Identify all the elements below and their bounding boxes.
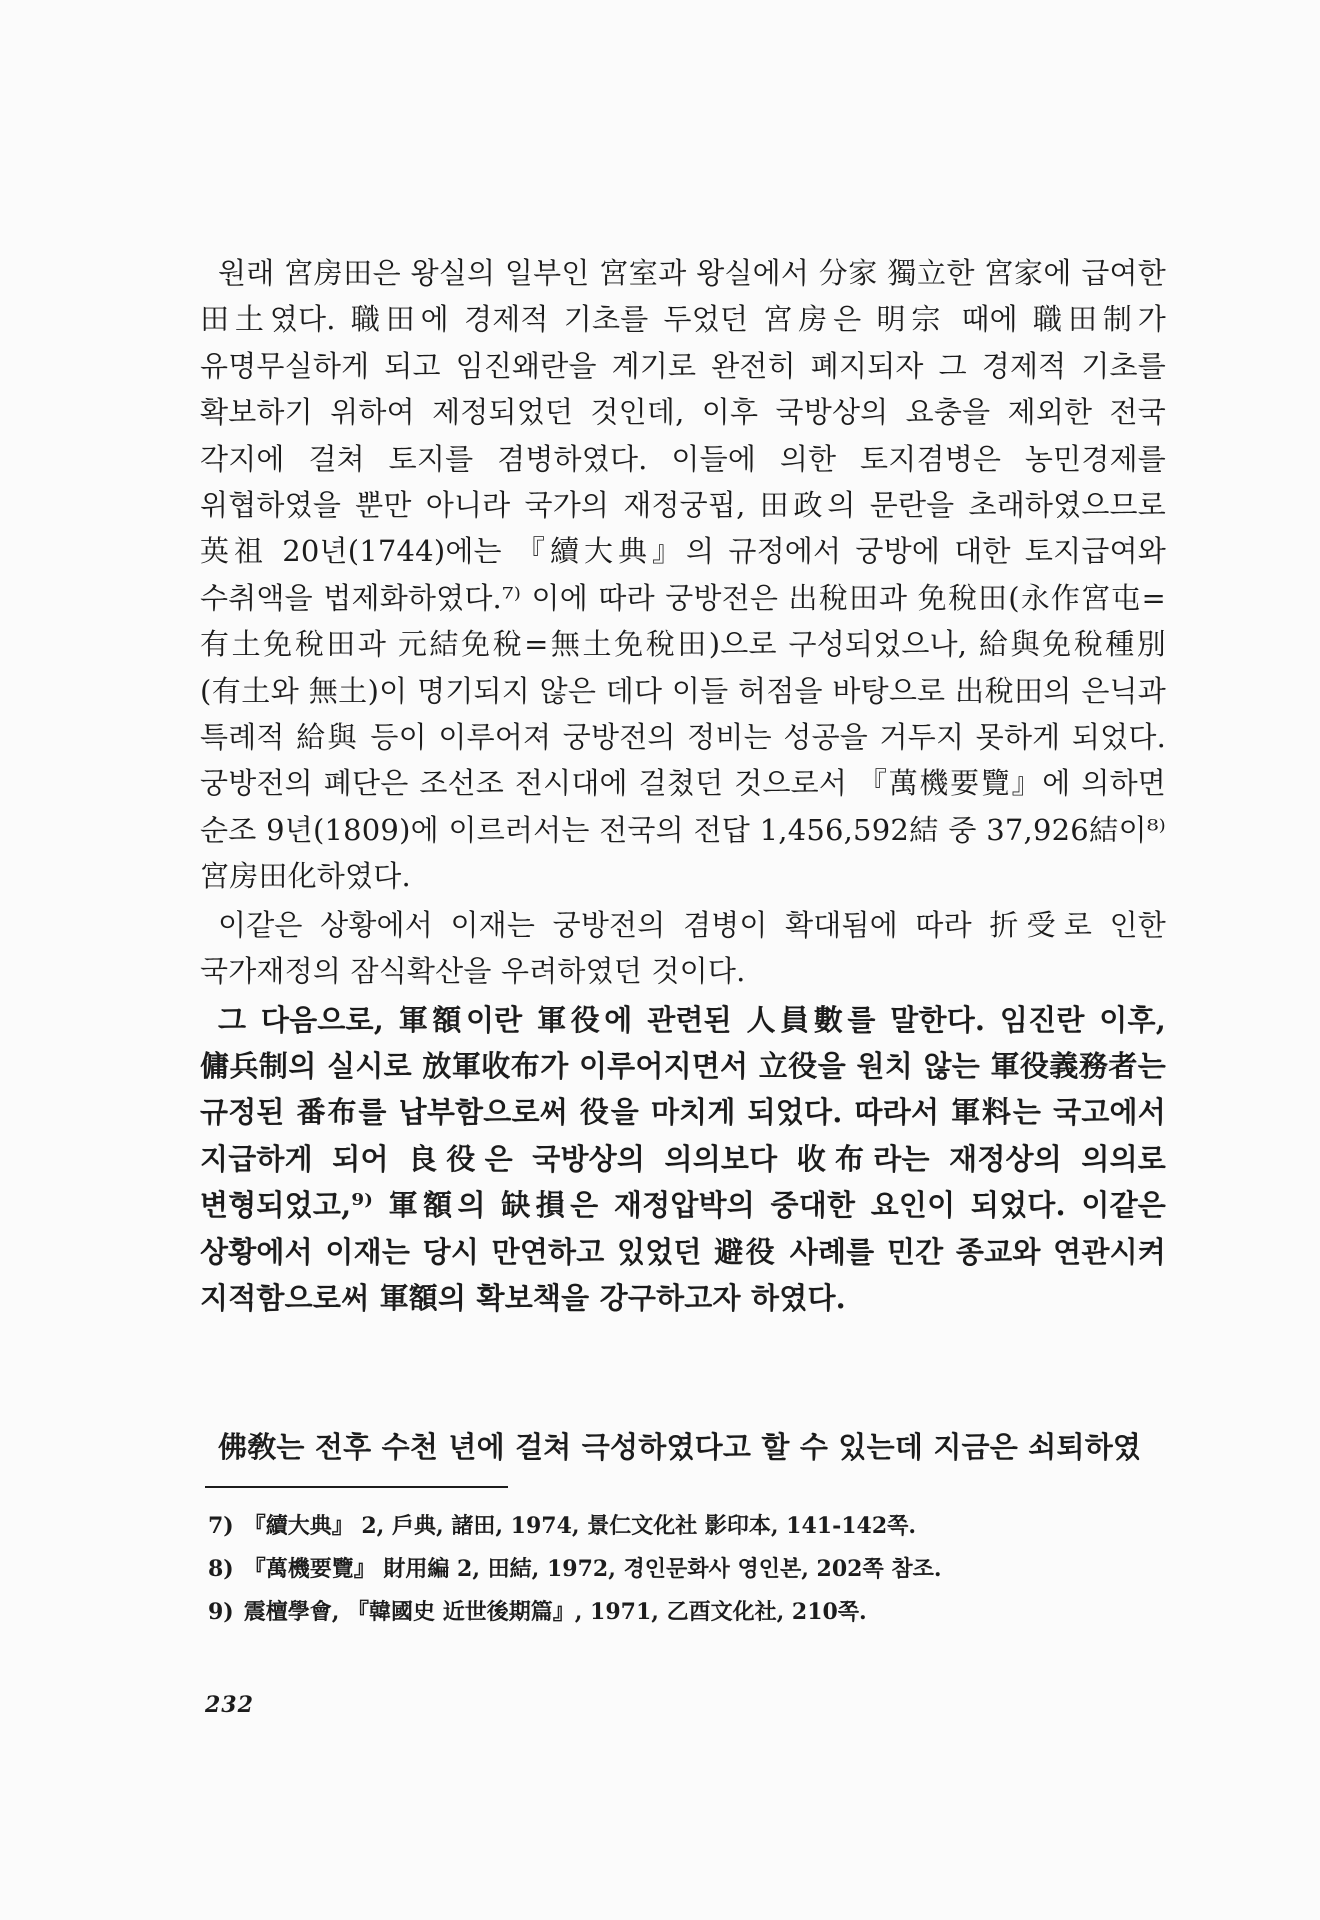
footnote-7 xyxy=(208,1505,1108,1548)
footnote-8 xyxy=(208,1548,1108,1591)
paragraph-gungbangjeon: 원래 宮房田은 왕실의 일부인 宮室과 왕실에서 分家 獨立한 宮家에 급여한 田土였다. 職田에 경제적 기초를 두었던 宮房은 明宗 때에 職田制가 유명무실하게 되고 임진왜란을 계기로 완전히 폐지되자 그 경제적 기초를 확보하기 위하여 제정되었던 것인데, 이후 국방상의 요충을 제외한 전국 각지에 걸쳐 토지를 겸병하였다. 이들에 의한 토지겸병은 농민경제를 위협하였을 뿐만 아니라 국가의 재정궁핍, 田政의 문란을 초래하였으므로 英祖 20년(1744)에는 『續大典』의 규정에서 궁방에 대한 토지급여와 수취액을 법제화하였다.⁷⁾ 이에 따라 궁방전은 出稅田과 免稅田(永作宮屯=有土免稅田과 元結免稅=無土免稅田)으로 구성되었으나, 給與免稅種別(有土와 無土)이 명기되지 않은 데다 이들 허점을 바탕으로 出稅田의 은닉과 특례적 給與 등이 이루어져 궁방전의 정비는 성공을 거두지 못하게 되었다. 궁방전의 폐단은 조선조 전시대에 걸쳤던 것으로서 『萬機要覽』에 의하면 순조 9년(1809)에 이르러서는 전국의 전답 1,456,592結 중 37,926結이⁸⁾ 宮房田化하였다. xyxy=(200,256,1166,894)
footnotes xyxy=(208,1505,1108,1634)
footnote-number: 9) xyxy=(208,1599,234,1625)
footnote-text: 『續大典』 2, 戶典, 諸田, 1974, 景仁文化社 影印本, 141-142쪽. xyxy=(243,1513,917,1539)
page-number: 232 xyxy=(205,1692,254,1718)
footnote-9 xyxy=(208,1591,1108,1634)
footnote-number: 7) xyxy=(208,1513,234,1539)
footnote-number: 8) xyxy=(208,1556,234,1582)
footnote-divider xyxy=(205,1486,508,1488)
paragraph-buddhism: 佛敎는 전후 수천 년에 걸쳐 극성하였다고 할 수 있는데 지금은 쇠퇴하였 xyxy=(218,1430,1142,1464)
paragraph-fiscal-concern: 이같은 상황에서 이재는 궁방전의 겸병이 확대됨에 따라 折受로 인한 국가재정의 잠식확산을 우려하였던 것이다. xyxy=(200,907,1166,989)
body-text xyxy=(200,250,1166,1321)
paragraph-military-quota: 그 다음으로, 軍額이란 軍役에 관련된 人員數를 말한다. 임진란 이후, 傭兵制의 실시로 放軍收布가 이루어지면서 立役을 원치 않는 軍役義務者는 규정된 番布를 납부함으로써 役을 마치게 되었다. 따라서 軍料는 국고에서 지급하게 되어 良役은 국방상의 의의보다 收布라는 재정상의 의의로 변형되었고,⁹⁾ 軍額의 缺損은 재정압박의 중대한 요인이 되었다. 이같은 상황에서 이재는 당시 만연하고 있었던 避役 사례를 민간 종교와 연관시켜 지적함으로써 軍額의 확보책을 강구하고자 하였다. xyxy=(200,1002,1166,1315)
footnote-text: 『萬機要覽』 財用編 2, 田結, 1972, 경인문화사 영인본, 202쪽 참조. xyxy=(243,1556,942,1582)
continuation-text xyxy=(200,1424,1166,1470)
footnote-text: 震檀學會, 『韓國史 近世後期篇』, 1971, 乙酉文化社, 210쪽. xyxy=(243,1599,867,1625)
